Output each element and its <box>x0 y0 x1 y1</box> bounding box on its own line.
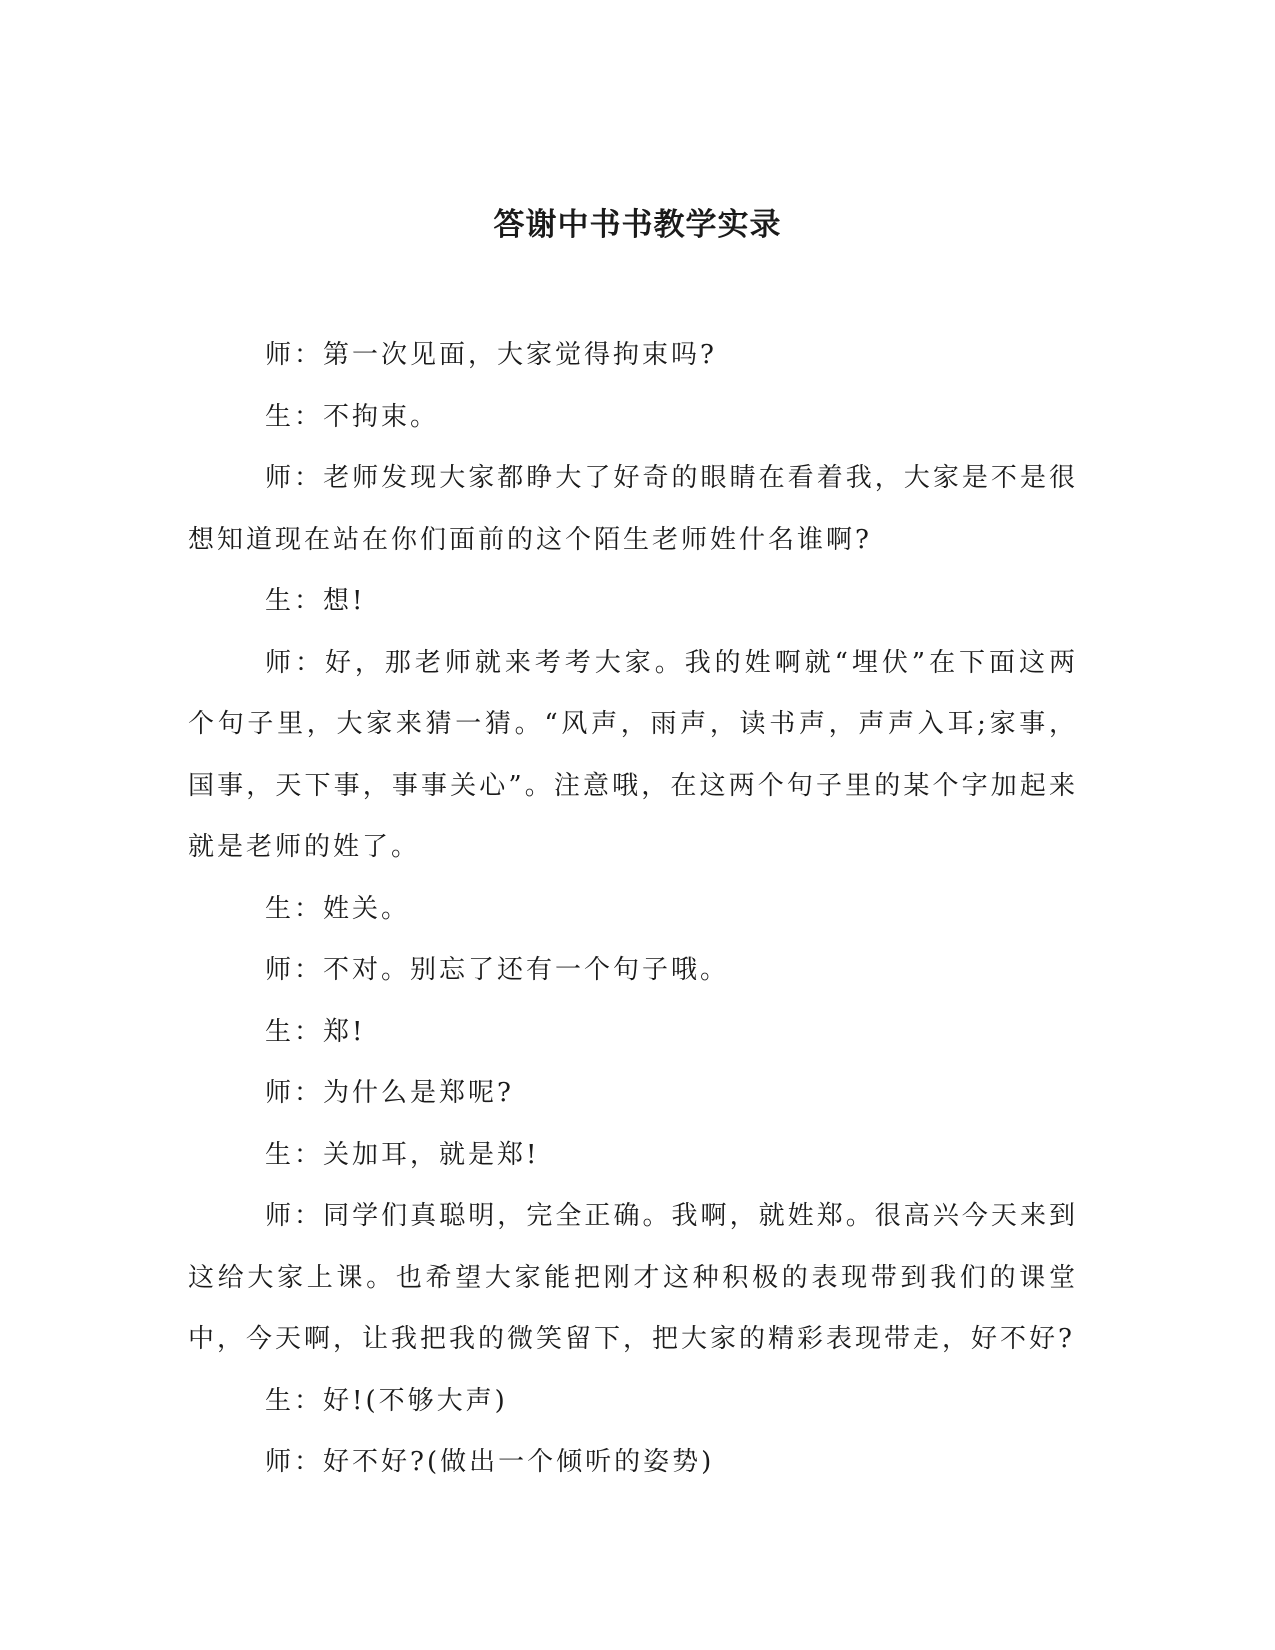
paragraph-teacher-1: 师：第一次见面，大家觉得拘束吗? <box>265 340 717 370</box>
paragraph-teacher-7: 师：好不好?(做出一个倾听的姿势) <box>265 1447 715 1477</box>
paragraph-student-6: 生：好!(不够大声) <box>265 1385 508 1416</box>
document-body <box>188 325 1078 1494</box>
paragraph-student-4: 生：郑! <box>265 1016 366 1047</box>
paragraph-teacher-6: 师：同学们真聪明，完全正确。我啊，就姓郑。很高兴今天来到这给大家上课。也希望大家能把刚才这种积极的表现带到我们的课堂中，今天啊，让我把我的微笑留下，把大家的精彩表现带走，好不好? <box>188 1201 1078 1354</box>
paragraph-teacher-2: 师：老师发现大家都睁大了好奇的眼睛在看着我，大家是不是很想知道现在站在你们面前的这个陌生老师姓什名谁啊? <box>188 463 1078 555</box>
paragraph-teacher-5: 师：为什么是郑呢? <box>265 1078 514 1108</box>
document-title: 答谢中书书教学实录 <box>493 207 782 243</box>
paragraph-teacher-3: 师：好，那老师就来考考大家。我的姓啊就“埋伏”在下面这两个句子里，大家来猜一猜。“风声，雨声，读书声，声声入耳;家事，国事，天下事，事事关心”。注意哦，在这两个句子里的某个字加起来就是老师的姓了。 <box>188 647 1078 862</box>
paragraph-teacher-4: 师：不对。别忘了还有一个句子哦。 <box>265 955 730 985</box>
paragraph-student-2: 生：想! <box>265 586 366 616</box>
paragraph-student-1: 生：不拘束。 <box>265 401 440 432</box>
paragraph-student-3: 生：姓关。 <box>265 893 411 924</box>
paragraph-student-5: 生：关加耳，就是郑! <box>265 1139 540 1170</box>
